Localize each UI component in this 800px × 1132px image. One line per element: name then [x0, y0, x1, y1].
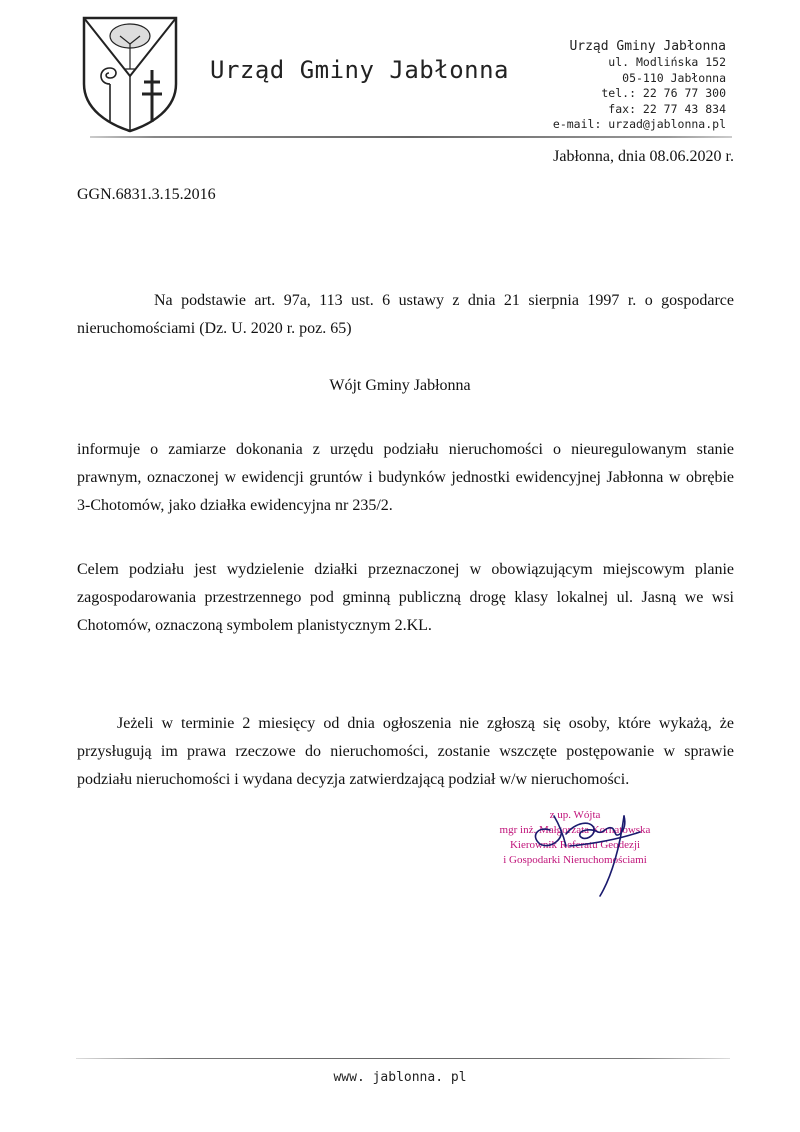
legal-basis-paragraph: Na podstawie art. 97a, 113 ust. 6 ustawy z dnia 21 sierpnia 1997 r. o gospodarce nieruchomościami (Dz. U. 2020 r. poz. 65) [77, 292, 734, 337]
inform-paragraph: informuje o zamiarze dokonania z urzędu podziału nieruchomości o nieuregulowanym stanie prawnym, oznaczonej w ewidencji gruntów i budynków jednostki ewidencyjnej Jabłonna w obrębie 3-Chotomów, jako działka ewidencyjna nr 235/2. [77, 441, 734, 514]
contact-email: e-mail: urzad@jablonna.pl [552, 117, 726, 131]
header-divider [90, 136, 732, 138]
coat-of-arms-icon [80, 14, 180, 134]
contact-block [553, 38, 726, 133]
contact-postal: 05-110 Jabłonna [622, 70, 726, 85]
stamp-department-line: i Gospodarki Nieruchomościami [503, 854, 647, 866]
contact-phone: tel.: 22 76 77 300 [601, 86, 726, 100]
place-and-date: Jabłonna, dnia 08.06.2020 r. [553, 148, 734, 165]
contact-fax: fax: 22 77 43 834 [608, 101, 726, 116]
stamp-name-line: mgr inż. Małgorzata Kornatowska [499, 824, 651, 836]
stamp-authority-line: z up. Wójta [549, 809, 601, 821]
contact-office: Urząd Gminy Jabłonna [569, 39, 726, 54]
contact-street: ul. Modlińska 152 [608, 55, 726, 69]
purpose-paragraph: Celem podziału jest wydzielenie działki przeznaczonej w obowiązującym miejscowym planie zagospodarowania przestrzennego pod gminną publiczną drogę klasy lokalnej ul. Jasną we wsi Chotomów, oznaczoną symbolem planistycznym 2.KL. [77, 561, 734, 634]
website-address: www. jablonna. pl [333, 1070, 467, 1085]
handwritten-signature-icon [520, 786, 660, 906]
deadline-paragraph: Jeżeli w terminie 2 miesięcy od dnia ogłoszenia nie zgłoszą się osoby, które wykażą, że przysługują im prawa rzeczowe do nieruchomości, zostanie wszczęte postępowanie w sprawie podziału nieruchomości i wydana decyzja zatwierdzającą podział w/w nieruchomości. [77, 715, 734, 788]
stamp-position-line: Kierownik Referatu Geodezji [509, 839, 641, 851]
office-title: Urząd Gminy Jabłonna [210, 56, 509, 84]
issuer-heading: Wójt Gminy Jabłonna [329, 377, 471, 394]
footer-divider [76, 1058, 730, 1059]
case-reference: GGN.6831.3.15.2016 [77, 186, 216, 203]
